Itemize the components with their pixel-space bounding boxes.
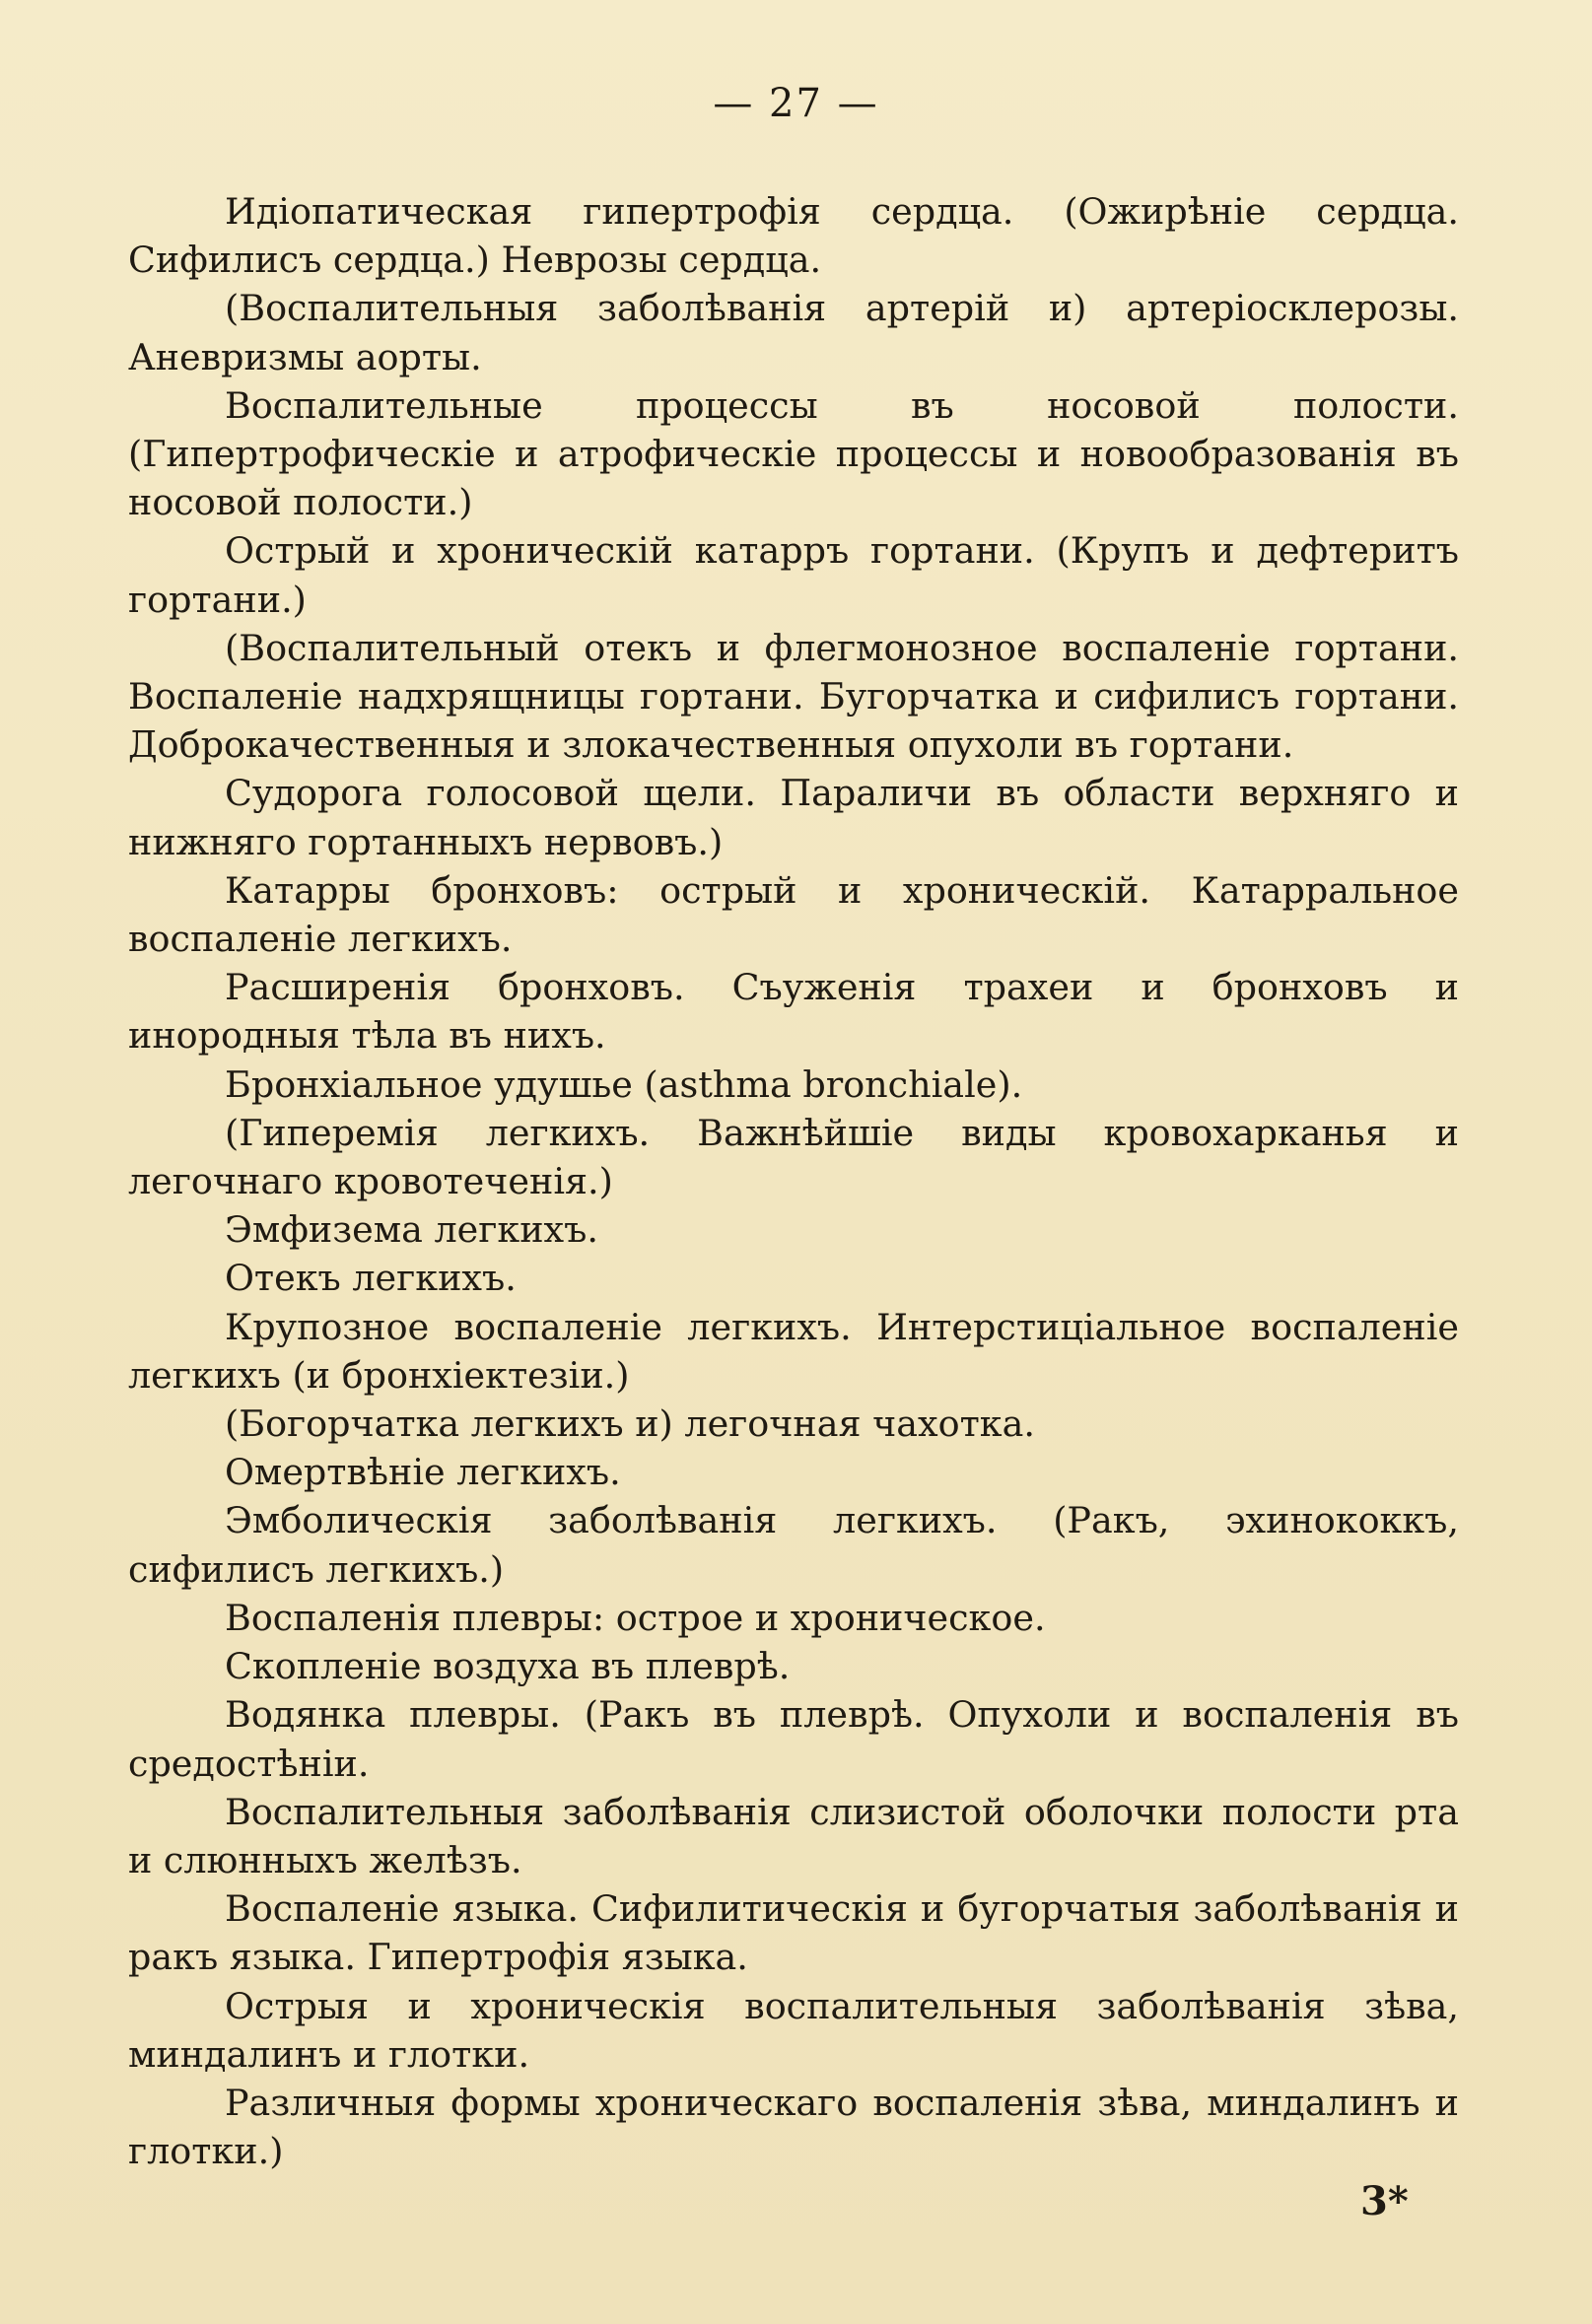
paragraph: Эмфизема легкихъ.: [225, 1208, 598, 1252]
paragraph: Бронхiальное удушье (asthma bronchiale).: [225, 1062, 1023, 1106]
paragraph: Острыя и хроническiя воспалительныя заболѣванiя зѣва, миндалинъ и глотки.: [128, 1984, 1459, 2076]
paragraph: Различныя формы хроническаго воспаленiя зѣва, миндалинъ и глотки.): [128, 2081, 1459, 2173]
body-text: [128, 187, 1459, 2175]
paragraph: Омертвѣнiе легкихъ.: [225, 1451, 621, 1494]
paragraph: Водянка плевры. (Ракъ въ плеврѣ. Опухоли и воспаленiя въ средостѣнiи.: [128, 1693, 1459, 1785]
paragraph: (Воспалительный отекъ и флегмонозное воспаленiе гортани. Воспаленiе надхрящницы гортани. Бугорчатка и сифилисъ гортани. Доброкачественныя и злокачественныя опухоли въ гортани.: [128, 626, 1459, 767]
paragraph: Воспаленiя плевры: острое и хроническое.: [225, 1596, 1046, 1639]
paragraph: (Богорчатка легкихъ и) легочная чахотка.: [225, 1402, 1035, 1446]
paragraph: Отекъ легкихъ.: [225, 1257, 517, 1300]
signature-mark: 3*: [1360, 2178, 1409, 2224]
paragraph: Судорога голосовой щели. Параличи въ области верхняго и нижняго гортанныхъ нервовъ.): [128, 772, 1459, 863]
paragraph: Катарры бронховъ: острый и хроническiй. Катарральное воспаленiе легкихъ.: [128, 868, 1459, 961]
paragraph: Крупозное воспаленiе легкихъ. Интерстицiальное воспаленiе легкихъ (и бронхiектезiи.): [128, 1305, 1459, 1397]
paragraph: (Гиперемiя легкихъ. Важнѣйшiе виды кровохарканья и легочнаго кровотеченiя.): [128, 1111, 1459, 1203]
paragraph: (Воспалительныя заболѣванiя артерiй и) артерiосклерозы. Аневризмы аорты.: [128, 287, 1459, 378]
paragraph: Воспалительныя заболѣванiя слизистой оболочки полости рта и слюнныхъ желѣзъ.: [128, 1790, 1459, 1881]
paragraph: Воспалительные процессы въ носовой полости. (Гипертрофическiе и атрофическiе процессы и новообразованiя въ носовой полости.): [128, 383, 1459, 524]
paragraph: Идiопатическая гипертрофiя сердца. (Ожирѣнiе сердца. Сифилисъ сердца.) Неврозы сердца.: [128, 190, 1459, 282]
page-number: — 27 —: [713, 81, 879, 126]
paragraph: Эмболическiя заболѣванiя легкихъ. (Ракъ, эхинококкъ, сифилисъ легкихъ.): [128, 1499, 1459, 1591]
paragraph: Острый и хроническiй катарръ гортани. (Крупъ и дефтеритъ гортани.): [128, 529, 1459, 621]
paragraph: Скопленiе воздуха въ плеврѣ.: [225, 1645, 791, 1688]
paragraph: Воспаленiе языка. Сифилитическiя и бугорчатыя заболѣванiя и ракъ языка. Гипертрофiя языка.: [128, 1887, 1459, 1979]
paragraph: Расширенiя бронховъ. Съуженiя трахеи и бронховъ и инородныя тѣла въ нихъ.: [128, 966, 1459, 1058]
